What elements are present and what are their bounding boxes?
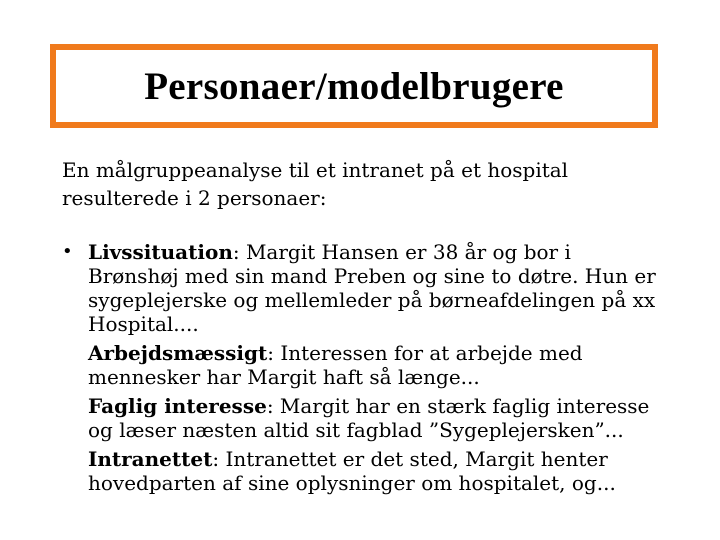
paragraph-text: : Margit Hansen er 38 år og bor i Brønshøj med sin mand Preben og sine to døtre. Hun er sygeplejerske og mellemleder på børneafdelingen på xx Hospital....	[88, 240, 656, 336]
paragraph-text: : Margit har en stærk faglig interesse og læser næsten altid sit fagblad ”Sygeplejersken”...	[88, 394, 650, 442]
paragraph-arbejdsmaessigt	[88, 341, 662, 389]
persona-bullet	[62, 240, 662, 495]
paragraph-text: : Interessen for at arbejde med mennesker har Margit haft så længe...	[88, 341, 583, 389]
paragraph-intranettet	[88, 447, 662, 495]
persona-bullet-list	[62, 240, 662, 500]
paragraph-label: Arbejdsmæssigt	[88, 341, 268, 365]
paragraph-text: : Intranettet er det sted, Margit henter hovedparten af sine oplysninger om hospitalet, og...	[88, 447, 616, 495]
paragraph-label: Livssituation	[88, 240, 233, 264]
intro-text: En målgruppeanalyse til et intranet på et hospital resulterede i 2 personaer:	[62, 158, 569, 210]
bullet-icon: •	[62, 241, 73, 262]
paragraph-label: Faglig interesse	[88, 394, 267, 418]
paragraph-livssituation	[88, 240, 662, 336]
title-box	[50, 44, 658, 128]
paragraph-label: Intranettet	[88, 447, 213, 471]
slide-title: Personaer/modelbrugere	[144, 64, 564, 108]
paragraph-faglig-interesse	[88, 394, 662, 442]
